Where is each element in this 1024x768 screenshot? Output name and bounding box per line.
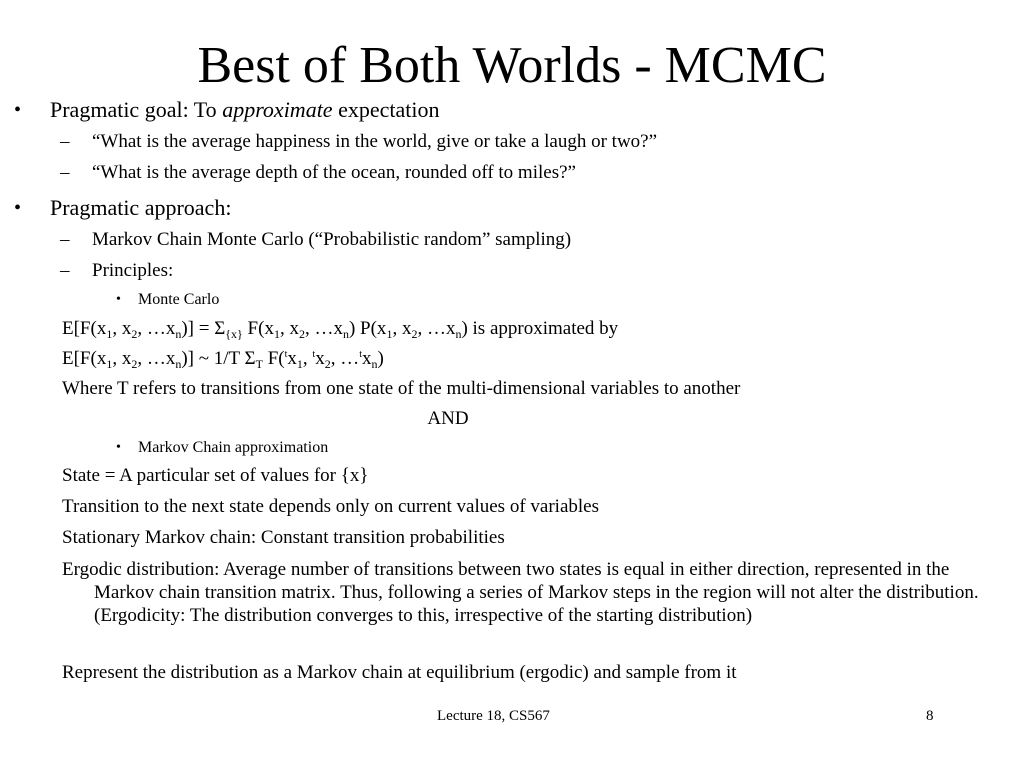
approach-item: Markov Chain Monte Carlo (“Probabilistic random” sampling): [92, 229, 572, 250]
bullet-icon: •: [116, 292, 121, 307]
approach-item: Principles:: [92, 260, 174, 281]
dash-icon: –: [60, 162, 70, 183]
and-text: AND: [427, 408, 469, 429]
dash-icon: –: [60, 229, 70, 250]
equation-expectation: $E[F(x_1$, $x_2$, $\dots x_n)] = \Sigma_{\{x\}}$ $F(x_1$, $x_2$, $\dots x_n$) $P(x_1$, $x_2$, $\dots x_n$) is approximated by: [62, 318, 619, 341]
principle-monte-carlo: Monte Carlo: [138, 291, 220, 308]
dash-icon: –: [60, 131, 70, 152]
goal-example: “What is the average happiness in the world, give or take a laugh or two?”: [92, 131, 658, 152]
bullet-icon: •: [14, 99, 22, 121]
goal-example: “What is the average depth of the ocean, rounded off to miles?”: [92, 162, 576, 183]
goal-prefix: Pragmatic goal: To: [50, 97, 223, 122]
footer-page-number: 8: [926, 708, 934, 724]
stationary-text: Stationary Markov chain: Constant transition probabilities: [62, 527, 505, 548]
approach-line: Pragmatic approach:: [50, 195, 232, 220]
principle-markov-chain: Markov Chain approximation: [138, 439, 329, 456]
where-text: Where T refers to transitions from one state of the multi-dimensional variables to another: [62, 378, 741, 399]
equation-approximation: $E[F(x_1$, $x_2$, $\dots x_n$)] ~ 1/T $\Sigma_T$ $F(^tx_1$, $^tx_2$, $\dots^tx_n$): [62, 348, 384, 371]
goal-line: [50, 97, 439, 123]
bullet-icon: •: [116, 440, 121, 455]
goal-emphasis: approximate: [222, 97, 333, 122]
represent-text: Represent the distribution as a Markov chain at equilibrium (ergodic) and sample from it: [62, 662, 737, 683]
dash-icon: –: [60, 260, 70, 281]
bullet-icon: •: [14, 197, 22, 219]
state-text: State = A particular set of values for {x}: [62, 465, 369, 486]
goal-suffix: expectation: [332, 97, 440, 122]
transition-text: Transition to the next state depends only on current values of variables: [62, 496, 599, 517]
slide-title: Best of Both Worlds - MCMC: [197, 37, 827, 94]
footer-lecture: Lecture 18, CS567: [437, 708, 550, 724]
ergodic-text: Ergodic distribution: Average number of transitions between two states is equal in either direction, represented in the Markov chain transition matrix. Thus, following a series of Markov steps in the region will not alter the distribution. (Ergodicity: The distribution converges to this, irrespective of the starting distribution): [62, 559, 979, 626]
